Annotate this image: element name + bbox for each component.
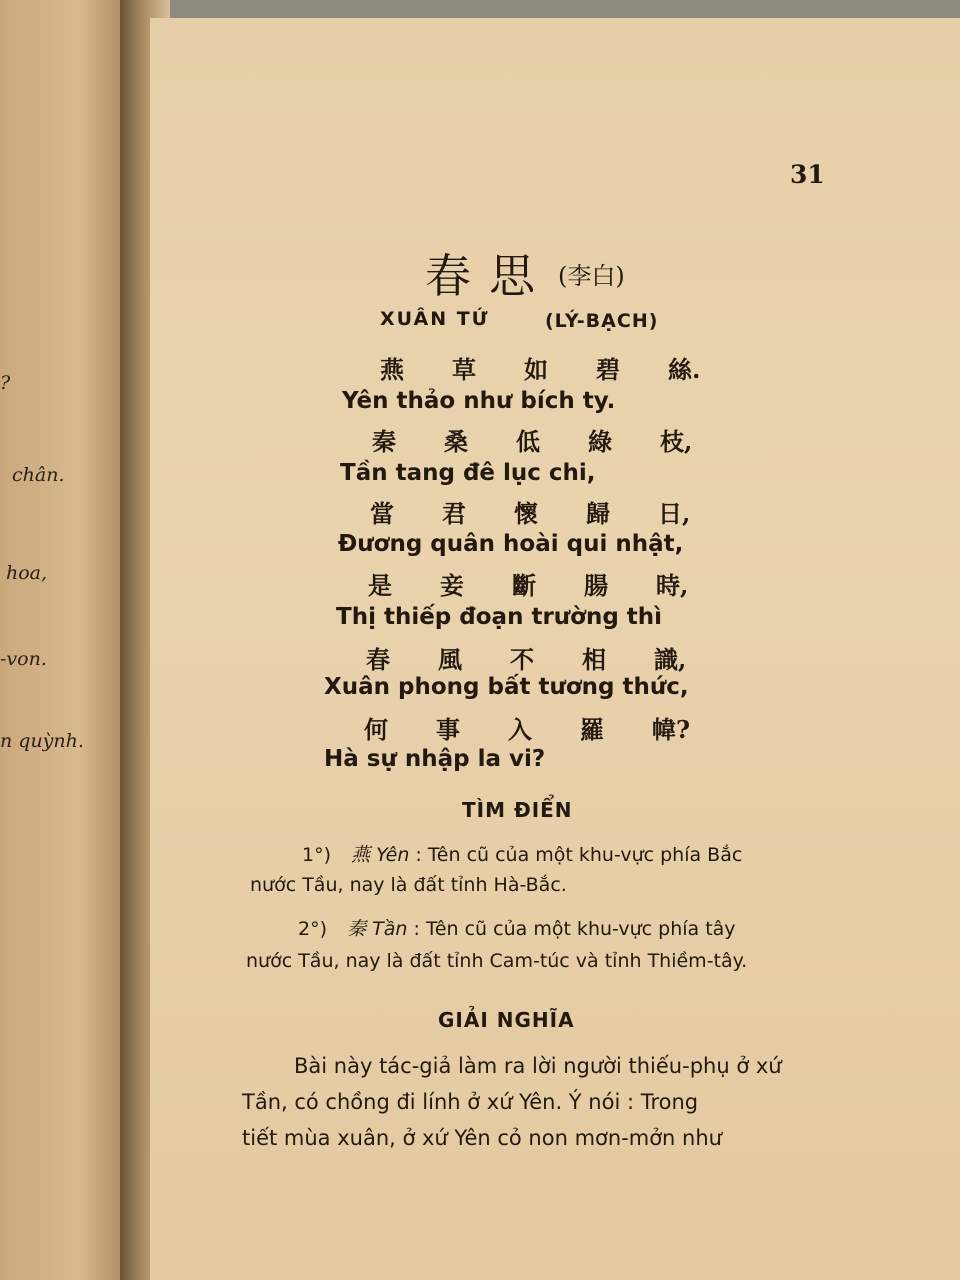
han-char: 春	[366, 645, 390, 674]
han-char: 斷	[512, 571, 536, 600]
poem-line-viet: Hà sự nhập la vi?	[324, 746, 546, 772]
poem-line-han	[364, 710, 724, 745]
han-char: 時,	[656, 571, 689, 600]
han-char: 腸	[584, 571, 608, 600]
han-char: 是	[368, 571, 392, 600]
left-facing-page	[0, 0, 132, 1280]
han-char: 低	[516, 427, 540, 456]
poem-author-han: (李白)	[558, 262, 625, 290]
han-char: 草	[452, 355, 476, 384]
poem-title-han: 春思	[425, 249, 553, 303]
han-char: 事	[436, 715, 460, 744]
left-page-fragment: chân.	[12, 464, 65, 486]
han-char: 桑	[444, 427, 468, 456]
poem-line-viet: Thị thiếp đoạn trường thì	[336, 604, 663, 630]
note-item	[298, 914, 736, 941]
explanation-line: tiết mùa xuân, ở xứ Yên cỏ non mơn-mởn như	[242, 1126, 722, 1150]
han-char: 妾	[440, 571, 464, 600]
note-han: 燕	[351, 844, 371, 866]
han-char: 日,	[658, 499, 691, 528]
note-term: Yên	[376, 844, 410, 866]
han-char: 羅	[580, 715, 604, 744]
note-continuation: nước Tầu, nay là đất tỉnh Hà-Bắc.	[250, 874, 567, 896]
han-char: 入	[508, 715, 532, 744]
poem-line-han	[366, 640, 726, 675]
han-char: 風	[438, 645, 462, 674]
poem-line-viet: Xuân phong bất tương thức,	[324, 674, 689, 700]
note-definition: : Tên cũ của một khu-vực phía Bắc	[415, 844, 743, 866]
han-char: 綠	[588, 427, 612, 456]
note-term: Tần	[372, 918, 408, 940]
han-char: 絲.	[668, 355, 701, 384]
note-continuation: nước Tầu, nay là đất tỉnh Cam-túc và tỉnh Thiềm-tây.	[246, 950, 748, 972]
poem-author-viet: (LÝ-BẠCH)	[545, 310, 659, 332]
poem-line-viet: Yên thảo như bích ty.	[342, 388, 616, 414]
poem-line-viet: Tần tang đê lục chi,	[340, 460, 596, 486]
han-char: 如	[524, 355, 548, 384]
note-definition: : Tên cũ của một khu-vực phía tây	[413, 918, 736, 940]
han-char: 碧	[596, 355, 620, 384]
page-number: 31	[790, 160, 825, 189]
han-char: 懷	[514, 499, 538, 528]
han-char: 不	[510, 645, 534, 674]
note-number: 2°)	[298, 918, 328, 940]
han-char: 枝,	[660, 427, 693, 456]
poem-line-han	[372, 422, 732, 457]
note-item	[302, 840, 742, 867]
poem-line-viet: Đương quân hoài qui nhật,	[338, 531, 684, 557]
explanation-line: Tần, có chồng đi lính ở xứ Yên. Ý nói : Trong	[242, 1090, 699, 1114]
han-char: 秦	[372, 427, 396, 456]
left-page-fragment: -von.	[0, 648, 47, 670]
poem-line-han	[368, 566, 728, 601]
explanation-line: Bài này tác-giả làm ra lời người thiếu-phụ ở xứ	[294, 1054, 782, 1078]
left-page-fragment: ?	[0, 372, 11, 394]
han-char: 識,	[654, 645, 687, 674]
poem-line-han	[380, 350, 740, 385]
left-page-fragment: hoa,	[6, 562, 48, 584]
han-char: 幃?	[652, 715, 691, 744]
han-char: 何	[364, 715, 388, 744]
left-page-fragment: n quỳnh.	[0, 730, 84, 752]
note-number: 1°)	[302, 844, 332, 866]
han-char: 當	[370, 499, 394, 528]
han-char: 君	[442, 499, 466, 528]
poem-line-han	[370, 494, 730, 529]
han-char: 歸	[586, 499, 610, 528]
notes-heading: TÌM ĐIỂN	[462, 798, 573, 822]
note-han: 秦	[347, 918, 367, 940]
han-char: 燕	[380, 355, 404, 384]
explanation-heading: GIẢI NGHĨA	[438, 1008, 575, 1032]
han-char: 相	[582, 645, 606, 674]
poem-title-viet: XUÂN TỨ	[380, 308, 490, 330]
book-page	[150, 18, 960, 1280]
